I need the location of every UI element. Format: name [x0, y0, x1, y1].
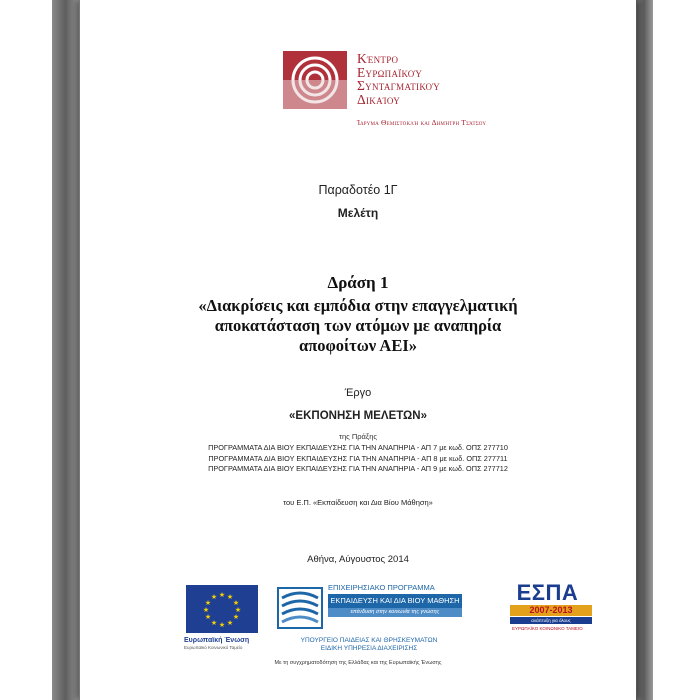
espa-logo: [510, 580, 578, 606]
svg-text:★: ★: [234, 606, 242, 614]
svg-text:★: ★: [204, 599, 212, 607]
svg-text:★: ★: [218, 621, 226, 629]
svg-text:★: ★: [204, 613, 212, 621]
eu-flag-icon: [186, 585, 258, 633]
agency-label: ΕΙΔΙΚΗ ΥΠΗΡΕΣΙΑ ΔΙΑΧΕΙΡΙΣΗΣ: [320, 645, 418, 652]
cofinancing-note: Με τη συγχρηματοδότηση της Ελλάδας και της Ευρωπαϊκής Ένωσης: [274, 660, 442, 666]
operational-program: του Ε.Π. «Εκπαίδευση και Δια Βίου Μάθηση»: [283, 498, 433, 507]
program-list: [80, 443, 636, 475]
svg-text:★: ★: [210, 593, 218, 601]
logo-line: Δικαίου: [357, 91, 401, 107]
svg-text:★: ★: [232, 613, 240, 621]
kedi-logo-icon: [283, 51, 347, 109]
eu-label: Ευρωπαϊκή Ένωση: [184, 637, 250, 644]
program-item: ΠΡΟΓΡΑΜΜΑΤΑ ΔΙΑ ΒΙΟΥ ΕΚΠΑΙΔΕΥΣΗΣ ΓΙΑ ΤΗΝ ΑΝΑΠΗΡΙΑ - ΑΠ 7 με κωδ. ΟΠΣ 277710: [208, 443, 508, 452]
espa-years: 2007-2013: [510, 605, 592, 616]
espa-label: ΕΣΠΑ: [516, 580, 579, 605]
project-name: «ΕΚΠΟΝΗΣΗ ΜΕΛΕΤΩΝ»: [289, 410, 427, 422]
logo-line: Κέντρο: [357, 51, 399, 66]
logo-line: Συνταγματικού: [357, 78, 440, 93]
action-title-line: αποφοίτων ΑΕΙ»: [298, 336, 417, 355]
edu-program-line3: επένδυση στην κοινωνία της γνώσης: [328, 608, 462, 617]
deliverable-type: Μελέτη: [337, 206, 379, 220]
logo-wordmark: [357, 52, 440, 106]
svg-text:★: ★: [232, 599, 240, 607]
action-title-line: «Διακρίσεις και εμπόδια στην επαγγελματική: [198, 296, 518, 315]
program-item: ΠΡΟΓΡΑΜΜΑΤΑ ΔΙΑ ΒΙΟΥ ΕΚΠΑΙΔΕΥΣΗΣ ΓΙΑ ΤΗΝ ΑΝΑΠΗΡΙΑ - ΑΠ 9 με κωδ. ΟΠΣ 277712: [208, 464, 508, 473]
logo-subtitle: Ίδρυμα Θεμιστοκλή και Δημήτρη Τσάτσου: [357, 118, 487, 127]
svg-text:★: ★: [218, 591, 226, 599]
action-title: [80, 296, 636, 356]
deliverable-label: Παραδοτέο 1Γ: [318, 183, 398, 197]
svg-text:★: ★: [226, 619, 234, 627]
action-heading: Δράση 1: [327, 273, 389, 292]
edu-program-line1: ΕΠΙΧΕΙΡΗΣΙΑΚΟ ΠΡΟΓΡΑΜΜΑ: [328, 583, 435, 592]
project-of-action: της Πράξης: [339, 432, 377, 441]
edu-program-line2: ΕΚΠΑΙΔΕΥΣΗ ΚΑΙ ΔΙΑ ΒΙΟΥ ΜΑΘΗΣΗ: [328, 594, 462, 608]
espa-fund-label: ΕΥΡΩΠΑΪΚΟ ΚΟΙΝΩΝΙΚΟ ΤΑΜΕΙΟ: [512, 626, 583, 631]
action-title-line: αποκατάσταση των ατόμων με αναπηρία: [214, 316, 502, 335]
espa-band: ανάπτυξη για όλους: [510, 617, 592, 624]
right-frame-shadow: [635, 0, 653, 700]
document-date: Αθήνα, Αύγουστος 2014: [307, 554, 409, 565]
logo-line: Ευρωπαϊκού: [357, 64, 423, 80]
project-label: Έργο: [344, 387, 372, 399]
ministry-label: ΥΠΟΥΡΓΕΙΟ ΠΑΙΔΕΙΑΣ ΚΑΙ ΘΡΗΣΚΕΥΜΑΤΩΝ: [300, 637, 438, 644]
left-frame-shadow: [52, 0, 79, 700]
document-cover-page: [79, 0, 637, 700]
svg-text:★: ★: [226, 593, 234, 601]
eu-sub-label: Ευρωπαϊκό Κοινωνικό Ταμείο: [184, 645, 243, 650]
svg-text:★: ★: [210, 619, 218, 627]
program-item: ΠΡΟΓΡΑΜΜΑΤΑ ΔΙΑ ΒΙΟΥ ΕΚΠΑΙΔΕΥΣΗΣ ΓΙΑ ΤΗΝ ΑΝΑΠΗΡΙΑ - ΑΠ 8 με κωδ. ΟΠΣ 277711: [208, 453, 508, 463]
svg-text:★: ★: [202, 606, 210, 614]
